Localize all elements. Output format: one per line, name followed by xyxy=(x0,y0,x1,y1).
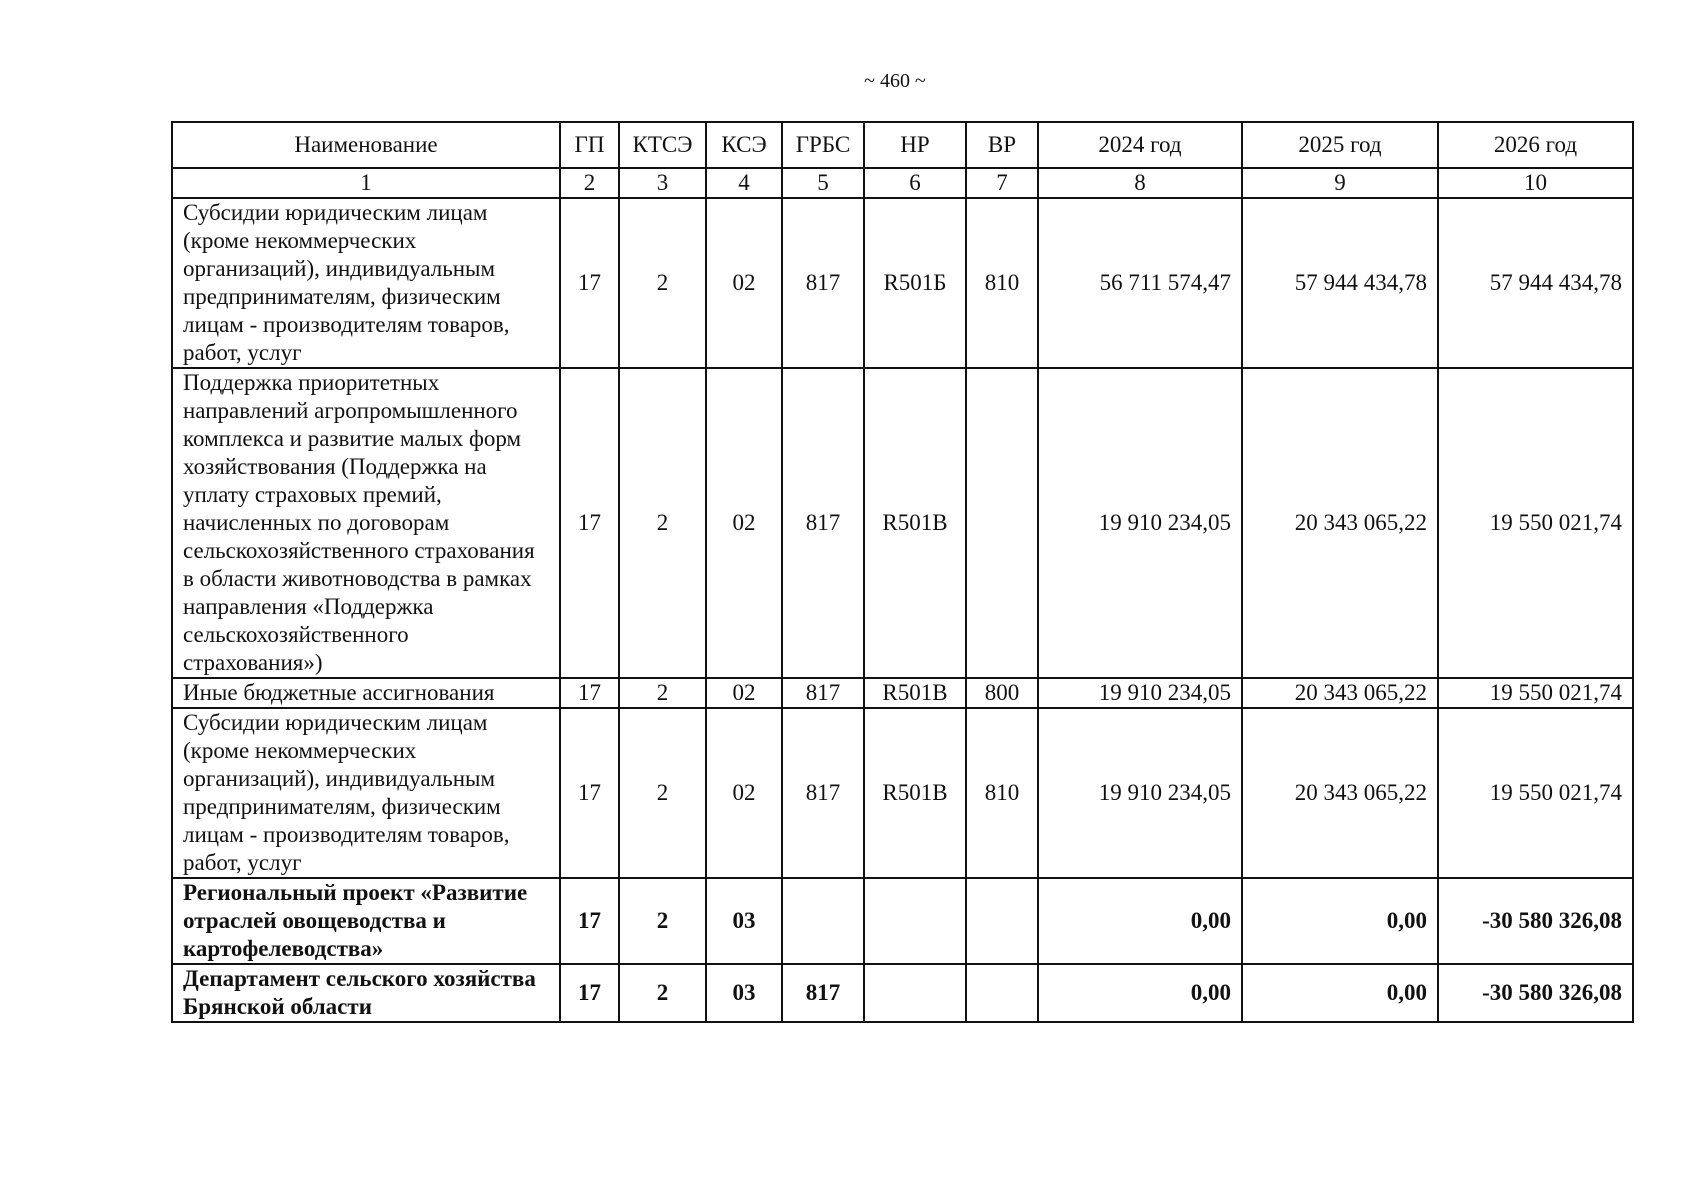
table-row xyxy=(172,198,1633,368)
cell-ktse: 2 xyxy=(619,678,706,708)
cell-nr xyxy=(864,964,966,1022)
cell-nr: R501В xyxy=(864,368,966,678)
row-name: Иные бюджетные ассигнования xyxy=(172,678,560,708)
cell-gp: 17 xyxy=(560,198,619,368)
cell-kse: 03 xyxy=(706,878,782,964)
cell-ktse: 2 xyxy=(619,878,706,964)
header-2025: 2025 год xyxy=(1242,122,1438,168)
cell-2026: 57 944 434,78 xyxy=(1438,198,1633,368)
page-number: ~ 460 ~ xyxy=(864,70,926,92)
cell-ktse: 2 xyxy=(619,964,706,1022)
table-row xyxy=(172,708,1633,878)
column-numbering-row xyxy=(172,168,1633,198)
header-kse: КСЭ xyxy=(706,122,782,168)
cell-nr: R501В xyxy=(864,708,966,878)
column-number: 3 xyxy=(619,168,706,198)
column-number: 1 xyxy=(172,168,560,198)
header-2024: 2024 год xyxy=(1038,122,1242,168)
row-name: Субсидии юридическим лицам (кроме некоммерческих организаций), индивидуальным предпринимателям, физическим лицам - производителям товаров, работ, услуг xyxy=(172,198,560,368)
header-nr: НР xyxy=(864,122,966,168)
cell-grbs: 817 xyxy=(782,198,864,368)
cell-gp: 17 xyxy=(560,678,619,708)
budget-table xyxy=(171,121,1634,1023)
header-2026: 2026 год xyxy=(1438,122,1633,168)
cell-vr: 800 xyxy=(966,678,1038,708)
cell-vr xyxy=(966,878,1038,964)
cell-ktse: 2 xyxy=(619,708,706,878)
table-row xyxy=(172,678,1633,708)
cell-2026: 19 550 021,74 xyxy=(1438,708,1633,878)
cell-gp: 17 xyxy=(560,708,619,878)
table-row-bold xyxy=(172,964,1633,1022)
row-name: Региональный проект «Развитие отраслей овощеводства и картофелеводства» xyxy=(172,878,560,964)
row-name: Поддержка приоритетных направлений агропромышленного комплекса и развитие малых форм хозяйствования (Поддержка на уплату страховых премий, начисленных по договорам сельскохозяйственного страхования в области животноводства в рамках направления «Поддержка сельскохозяйственного страхования») xyxy=(172,368,560,678)
cell-2026: 19 550 021,74 xyxy=(1438,368,1633,678)
cell-2025: 0,00 xyxy=(1242,964,1438,1022)
row-name: Субсидии юридическим лицам (кроме некоммерческих организаций), индивидуальным предпринимателям, физическим лицам - производителям товаров, работ, услуг xyxy=(172,708,560,878)
cell-grbs: 817 xyxy=(782,368,864,678)
cell-grbs: 817 xyxy=(782,678,864,708)
cell-ktse: 2 xyxy=(619,368,706,678)
header-gp: ГП xyxy=(560,122,619,168)
cell-gp: 17 xyxy=(560,964,619,1022)
cell-2024: 19 910 234,05 xyxy=(1038,368,1242,678)
cell-2024: 19 910 234,05 xyxy=(1038,678,1242,708)
cell-vr: 810 xyxy=(966,198,1038,368)
table-row xyxy=(172,368,1633,678)
cell-2025: 0,00 xyxy=(1242,878,1438,964)
cell-gp: 17 xyxy=(560,878,619,964)
cell-kse: 02 xyxy=(706,708,782,878)
column-number: 2 xyxy=(560,168,619,198)
column-number: 9 xyxy=(1242,168,1438,198)
cell-grbs: 817 xyxy=(782,964,864,1022)
cell-kse: 03 xyxy=(706,964,782,1022)
cell-grbs xyxy=(782,878,864,964)
cell-2024: 0,00 xyxy=(1038,878,1242,964)
cell-kse: 02 xyxy=(706,368,782,678)
cell-kse: 02 xyxy=(706,678,782,708)
column-number: 7 xyxy=(966,168,1038,198)
column-number: 6 xyxy=(864,168,966,198)
cell-2026: -30 580 326,08 xyxy=(1438,878,1633,964)
cell-2025: 20 343 065,22 xyxy=(1242,678,1438,708)
cell-2024: 0,00 xyxy=(1038,964,1242,1022)
header-ktse: КТСЭ xyxy=(619,122,706,168)
table-row-bold xyxy=(172,878,1633,964)
header-grbs: ГРБС xyxy=(782,122,864,168)
cell-nr: R501Б xyxy=(864,198,966,368)
cell-2026: -30 580 326,08 xyxy=(1438,964,1633,1022)
header-name: Наименование xyxy=(172,122,560,168)
cell-vr: 810 xyxy=(966,708,1038,878)
cell-2025: 20 343 065,22 xyxy=(1242,368,1438,678)
cell-grbs: 817 xyxy=(782,708,864,878)
header-vr: ВР xyxy=(966,122,1038,168)
row-name: Департамент сельского хозяйства Брянской области xyxy=(172,964,560,1022)
cell-2026: 19 550 021,74 xyxy=(1438,678,1633,708)
cell-2025: 57 944 434,78 xyxy=(1242,198,1438,368)
column-number: 5 xyxy=(782,168,864,198)
header-row xyxy=(172,122,1633,168)
cell-gp: 17 xyxy=(560,368,619,678)
cell-kse: 02 xyxy=(706,198,782,368)
column-number: 4 xyxy=(706,168,782,198)
cell-ktse: 2 xyxy=(619,198,706,368)
column-number: 8 xyxy=(1038,168,1242,198)
cell-nr: R501В xyxy=(864,678,966,708)
cell-nr xyxy=(864,878,966,964)
cell-2025: 20 343 065,22 xyxy=(1242,708,1438,878)
cell-2024: 56 711 574,47 xyxy=(1038,198,1242,368)
cell-2024: 19 910 234,05 xyxy=(1038,708,1242,878)
cell-vr xyxy=(966,964,1038,1022)
cell-vr xyxy=(966,368,1038,678)
column-number: 10 xyxy=(1438,168,1633,198)
